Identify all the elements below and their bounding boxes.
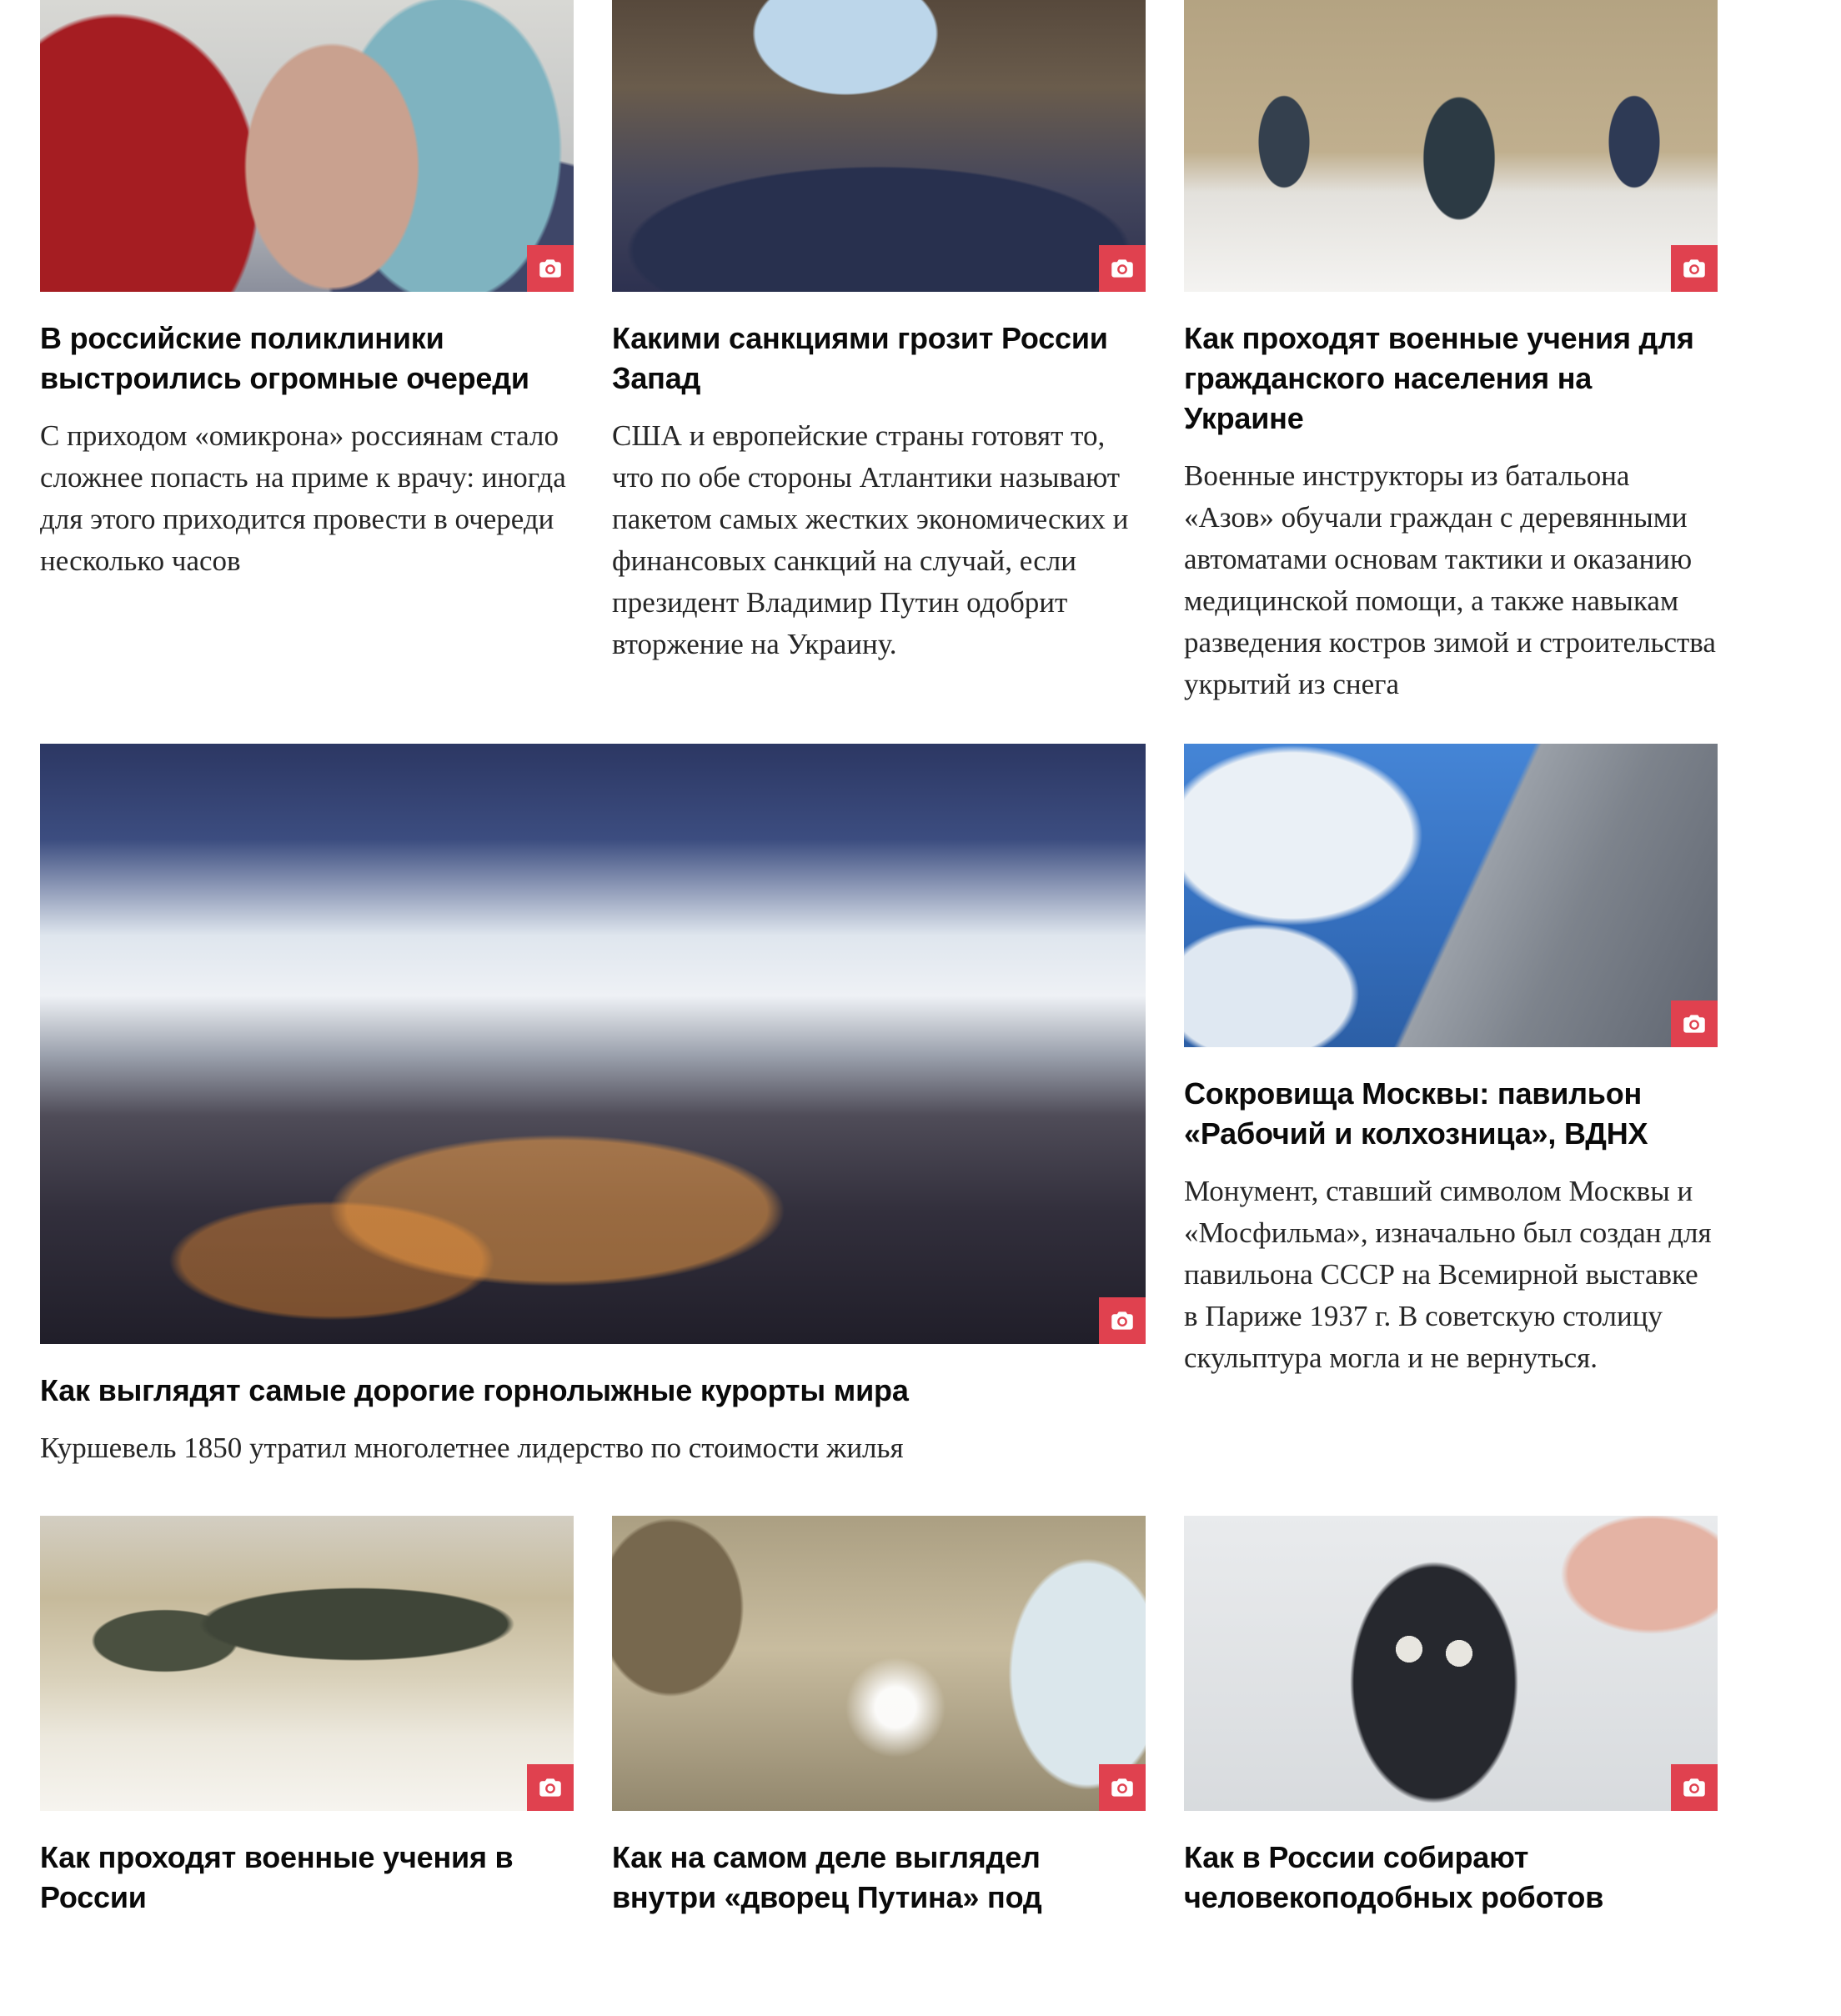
article-title[interactable]: Как проходят военные учения для гражданского населения на Украине <box>1184 321 1694 435</box>
camera-icon <box>1108 1306 1136 1335</box>
article-card-sanctions <box>612 0 1146 705</box>
camera-icon <box>536 1773 564 1802</box>
article-title[interactable]: Как проходят военные учения в России <box>40 1840 514 1914</box>
camera-icon <box>1108 1773 1136 1802</box>
article-title[interactable]: Какими санкциями грозит России Запад <box>612 321 1108 395</box>
article-photo-robot-assembly[interactable] <box>1184 1516 1718 1811</box>
article-photo-government-meeting[interactable] <box>612 0 1146 292</box>
article-title[interactable]: В российские поликлиники выстроились огромные очереди <box>40 321 529 395</box>
article-card-clinic-queues <box>40 0 574 705</box>
article-description: Куршевель 1850 утратил многолетнее лидерство по стоимости жилья <box>40 1432 904 1464</box>
article-description: Военные инструкторы из батальона «Азов» обучали граждан с деревянными автоматами основам тактики и оказанию медицинской помощи, а также навыкам разведения костров зимой и строительства укрытий из снега <box>1184 459 1716 700</box>
article-card-ukraine-civil-drills <box>1184 0 1718 705</box>
article-title[interactable]: Как выглядят самые дорогие горнолыжные курорты мира <box>40 1373 909 1407</box>
photo-gallery-badge <box>1099 1297 1146 1344</box>
article-card-russia-military-drills <box>40 1516 574 1918</box>
article-card-ski-resorts <box>40 744 1146 1469</box>
article-photo-tanks-snow[interactable] <box>40 1516 574 1811</box>
article-photo-clinic-queue[interactable] <box>40 0 574 292</box>
camera-icon <box>1680 1773 1708 1802</box>
photo-gallery-badge <box>1671 1000 1718 1047</box>
article-title[interactable]: Сокровища Москвы: павильон «Рабочий и колхозница», ВДНХ <box>1184 1076 1648 1151</box>
article-photo-palace-interior[interactable] <box>612 1516 1146 1811</box>
article-photo-worker-kolkhoz-statue[interactable] <box>1184 744 1718 1047</box>
camera-icon <box>1680 254 1708 283</box>
article-photo-civil-defense-training[interactable] <box>1184 0 1718 292</box>
article-description: С приходом «омикрона» россиянам стало сложнее попасть на приме к врачу: иногда для этого приходится провести в очереди несколько часов <box>40 419 566 577</box>
article-title[interactable]: Как на самом деле выглядел внутри «дворец Путина» под <box>612 1840 1042 1914</box>
photo-gallery-badge <box>1099 245 1146 292</box>
camera-icon <box>536 254 564 283</box>
camera-icon <box>1108 254 1136 283</box>
article-photo-ski-resort-night[interactable] <box>40 744 1146 1344</box>
camera-icon <box>1680 1010 1708 1038</box>
gallery-row-2 <box>40 744 1718 1469</box>
article-card-humanoid-robots <box>1184 1516 1718 1918</box>
gallery-row-1 <box>40 0 1718 705</box>
article-description: Монумент, ставший символом Москвы и «Мосфильма», изначально был создан для павильона СССР на Всемирной выставке в Париже 1937 г. В советскую столицу скульптура могла и не вернуться. <box>1184 1175 1712 1374</box>
photo-gallery-badge <box>1099 1764 1146 1811</box>
article-title[interactable]: Как в России собирают человекоподобных роботов <box>1184 1840 1604 1914</box>
article-card-putin-palace <box>612 1516 1146 1918</box>
photo-gallery-badge <box>1671 1764 1718 1811</box>
photo-gallery-badge <box>527 245 574 292</box>
article-description: США и европейские страны готовят то, что по обе стороны Атлантики называют пакетом самых жестких экономических и финансовых санкций на случай, если президент Владимир Путин одобрит вторжение на Украину. <box>612 419 1129 660</box>
article-card-moscow-treasures <box>1184 744 1718 1469</box>
photo-gallery-badge <box>1671 245 1718 292</box>
gallery-row-3 <box>40 1516 1718 1918</box>
photo-gallery-badge <box>527 1764 574 1811</box>
